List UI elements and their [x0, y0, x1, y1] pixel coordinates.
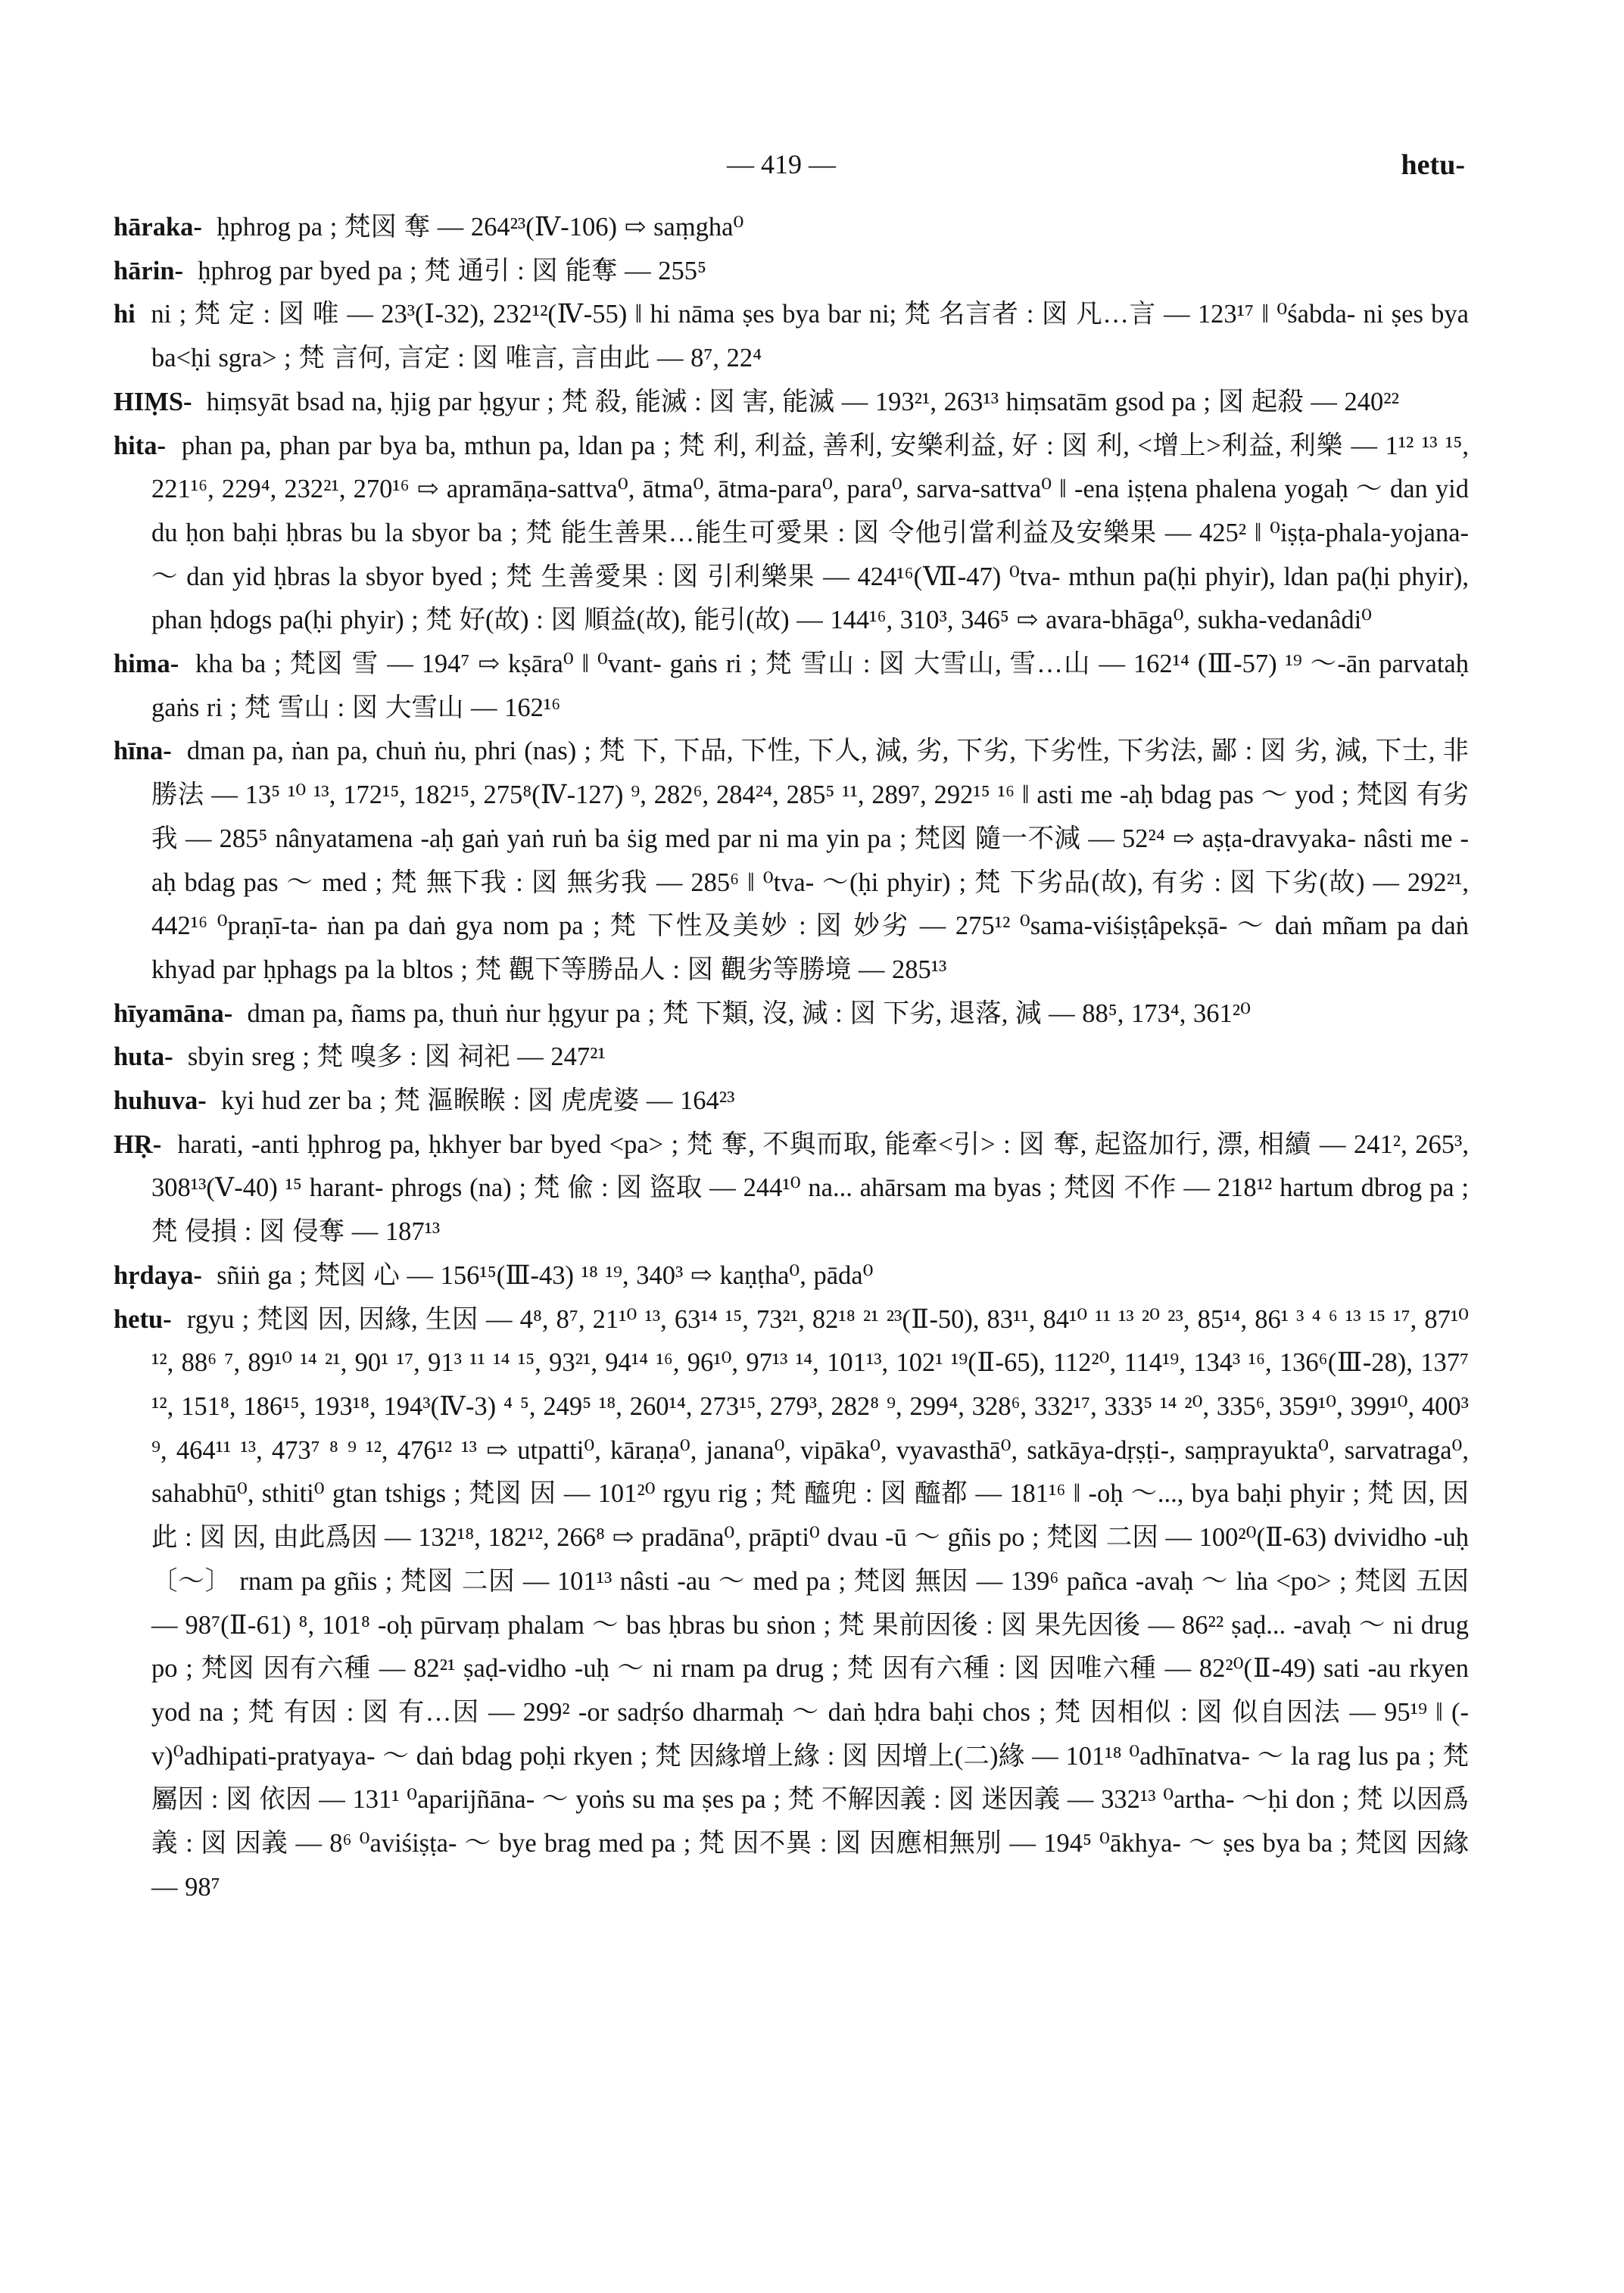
dictionary-entry — [114, 381, 1469, 425]
dictionary-entry — [114, 250, 1469, 294]
entry-body: sñiṅ ga ; 梵図 心 — 156¹⁵(Ⅲ-43) ¹⁸ ¹⁹, 340³ ⇨ kaṇṭha⁰, pāda⁰ — [217, 1260, 874, 1290]
dictionary-entry — [114, 730, 1469, 992]
entry-headword: hāraka- — [114, 213, 202, 241]
dictionary-entry — [114, 1036, 1469, 1080]
dictionary-entry — [114, 643, 1469, 730]
entry-headword: huhuva- — [114, 1086, 207, 1116]
dictionary-entry — [114, 1298, 1469, 1910]
entry-body: ni ; 梵 定 : 図 唯 — 23³(Ⅰ-32), 232¹²(Ⅳ-55) ‖ hi nāma ṣes bya bar ni; 梵 名言者 : 図 凡…言 — 123¹⁷ ‖ ⁰śabda- ni ṣes bya ba<ḥi sgra> ; 梵 言何, 言定 : 図 唯言, 言由此 — 8⁷, 22⁴ — [151, 300, 1470, 373]
entry-body: ḥphrog par byed pa ; 梵 通引 : 図 能奪 — 255⁵ — [198, 256, 707, 285]
entry-headword: hi — [114, 300, 136, 329]
entry-body: harati, -anti ḥphrog pa, ḥkhyer bar byed <pa> ; 梵 奪, 不與而取, 能牽<引> : 図 奪, 起盜加行, 漂, 相續 — 241², 265³, 308¹³(Ⅴ-40) ¹⁵ harant- phrogs (na) ; 梵 偸 : 図 盜取 — 244¹⁰ na... ahārsam ma byas ; 梵図 不作 — 218¹² hartum dbrog pa ; 梵 侵損 : 図 侵奪 — 187¹³ — [151, 1129, 1470, 1247]
dictionary-entry — [114, 1080, 1469, 1123]
entry-headword: hima- — [114, 650, 179, 679]
entry-body: dman pa, ṅan pa, chuṅ ṅu, phri (nas) ; 梵 下, 下品, 下性, 下人, 減, 劣, 下劣, 下劣性, 下劣法, 鄙 : 図 劣, 減, 下士, 非勝法 — 13⁵ ¹⁰ ¹³, 172¹⁵, 182¹⁵, 275⁸(Ⅳ-127) ⁹, 282⁶, 284²⁴, 285⁵ ¹¹, 289⁷, 292¹⁵ ¹⁶ ‖ asti me -aḥ bdag pas ～ yod ; 梵図 有劣我 — 285⁵ nânyatamena -aḥ gaṅ yaṅ ruṅ ba ṡig med par ni ma yin pa ; 梵図 隨一不減 — 52²⁴ ⇨ aṣṭa-dravyaka- nâsti me -aḥ bdag pas ～ med ; 梵 無下我 : 図 無劣我 — 285⁶ ‖ ⁰tva- ～(ḥi phyir) ; 梵 下劣品(故), 有劣 : 図 下劣(故) — 292²¹, 442¹⁶ ⁰praṇī-ta- ṅan pa daṅ gya nom pa ; 梵 下性及美妙 : 図 妙劣 — 275¹² ⁰sama-viśiṣṭâpekṣā- ～ daṅ mñam pa daṅ khyad par ḥphags pa la bltos ; 梵 觀下等勝品人 : 図 觀劣等勝境 — 285¹³ — [151, 737, 1469, 984]
entry-body: kyi hud zer ba ; 梵 漚睺睺 : 図 虎虎婆 — 164²³ — [221, 1086, 735, 1116]
entry-body: sbyin sreg ; 梵 嗅多 : 図 祠祀 — 247²¹ — [187, 1042, 606, 1072]
entry-headword: HIṂS- — [114, 387, 192, 416]
entry-headword: hīyamāna- — [114, 999, 233, 1028]
dictionary-entry — [114, 425, 1469, 643]
entry-body: phan pa, phan par bya ba, mthun pa, ldan pa ; 梵 利, 利益, 善利, 安樂利益, 好 : 図 利, <增上>利益, 利樂 — 1¹² ¹³ ¹⁵, 221¹⁶, 229⁴, 232²¹, 270¹⁶ ⇨ apramāṇa-sattva⁰, ātma⁰, ātma-para⁰, para⁰, sarva-sattva⁰ ‖ -ena iṣṭena phalena yogaḥ ～ dan yid du ḥon baḥi ḥbras bu la sbyor ba ; 梵 能生善果…能生可愛果 : 図 令他引當利益及安樂果 — 425² ‖ ⁰iṣṭa-phala-yojana- ～ dan yid ḥbras la sbyor byed ; 梵 生善愛果 : 図 引利樂果 — 424¹⁶(Ⅶ-47) ⁰tva- mthun pa(ḥi phyir), ldan pa(ḥi phyir), phan ḥdogs pa(ḥi phyir) ; 梵 好(故) : 図 順益(故), 能引(故) — 144¹⁶, 310³, 346⁵ ⇨ avara-bhāga⁰, sukha-vedanâdi⁰ — [151, 431, 1470, 635]
entry-body: ḥphrog pa ; 梵図 奪 — 264²³(Ⅳ-106) ⇨ saṃgha⁰ — [217, 213, 744, 241]
entry-headword: hīna- — [114, 737, 172, 766]
entry-headword: HṚ- — [114, 1129, 162, 1159]
entry-headword: hārin- — [114, 256, 184, 285]
dictionary-entry — [114, 293, 1469, 380]
running-head — [0, 148, 1624, 194]
entry-headword: huta- — [114, 1042, 173, 1072]
page-number: — 419 — — [727, 149, 836, 179]
dictionary-entry — [114, 992, 1469, 1036]
entry-body: hiṃsyāt bsad na, ḥjig par ḥgyur ; 梵 殺, 能滅 : 図 害, 能滅 — 193²¹, 263¹³ hiṃsatām gsod pa ; 図 起殺 — 240²² — [206, 387, 1399, 416]
dictionary-entry — [114, 1254, 1469, 1298]
entry-body: rgyu ; 梵図 因, 因緣, 生因 — 4⁸, 8⁷, 21¹⁰ ¹³, 63¹⁴ ¹⁵, 73²¹, 82¹⁸ ²¹ ²³(Ⅱ-50), 83¹¹, 84¹⁰ ¹¹ ¹³ ²⁰ ²³, 85¹⁴, 86¹ ³ ⁴ ⁶ ¹³ ¹⁵ ¹⁷, 87¹⁰ ¹², 88⁶ ⁷, 89¹⁰ ¹⁴ ²¹, 90¹ ¹⁷, 91³ ¹¹ ¹⁴ ¹⁵, 93²¹, 94¹⁴ ¹⁶, 96¹⁰, 97¹³ ¹⁴, 101¹³, 102¹ ¹⁹(Ⅱ-65), 112²⁰, 114¹⁹, 134³ ¹⁶, 136⁶(Ⅲ-28), 137⁷ ¹², 151⁸, 186¹⁵, 193¹⁸, 194³(Ⅳ-3) ⁴ ⁵, 249⁵ ¹⁸, 260¹⁴, 273¹⁵, 279³, 282⁸ ⁹, 299⁴, 328⁶, 332¹⁷, 333⁵ ¹⁴ ²⁰, 335⁶, 359¹⁰, 399¹⁰, 400³ ⁹, 464¹¹ ¹³, 473⁷ ⁸ ⁹ ¹², 476¹² ¹³ ⇨ utpatti⁰, kāraṇa⁰, janana⁰, vipāka⁰, vyavasthā⁰, satkāya-dṛṣṭi-, saṃprayukta⁰, sarvatraga⁰, sahabhū⁰, sthiti⁰ gtan tshigs ; 梵図 因 — 101²⁰ rgyu rig ; 梵 醯兜 : 図 醯都 — 181¹⁶ ‖ -oḥ ～..., bya baḥi phyir ; 梵 因, 因此 : 図 因, 由此爲因 — 132¹⁸, 182¹², 266⁸ ⇨ pradāna⁰, prāpti⁰ dvau -ū ～ gñis po ; 梵図 二因 — 100²⁰(Ⅱ-63) dvividho -uḥ 〔～〕 rnam pa gñis ; 梵図 二因 — 101¹³ nâsti -au ～ med pa ; 梵図 無因 — 139⁶ pañca -avaḥ ～ lṅa <po> ; 梵図 五因 — 98⁷(Ⅱ-61) ⁸, 101⁸ -oḥ pūrvaṃ phalam ～ bas ḥbras bu sṅon ; 梵 果前因後 : 図 果先因後 — 86²² ṣaḍ... -avaḥ ～ ni drug po ; 梵図 因有六種 — 82²¹ ṣaḍ-vidho -uḥ ～ ni rnam pa drug ; 梵 因有六種 : 図 因唯六種 — 82²⁰(Ⅱ-49) sati -au rkyen yod na ; 梵 有因 : 図 有…因 — 299² -or sadṛśo dharmaḥ ～ daṅ ḥdra baḥi chos ; 梵 因相似 : 図 似自因法 — 95¹⁹ ‖ (-v)⁰adhipati-pratyaya- ～ daṅ bdag poḥi rkyen ; 梵 因緣增上緣 : 図 因增上(二)緣 — 101¹⁸ ⁰adhīnatva- ～ la rag lus pa ; 梵 屬因 : 図 依因 — 131¹ ⁰aparijñāna- ～ yoṅs su ma ṣes pa ; 梵 不解因義 : 図 迷因義 — 332¹³ ⁰artha- ～ḥi don ; 梵 以因爲義 : 図 因義 — 8⁶ ⁰aviśiṣṭa- ～ bye brag med pa ; 梵 因不異 : 図 因應相無別 — 194⁵ ⁰ākhya- ～ ṣes bya ba ; 梵図 因緣 — 98⁷ — [151, 1304, 1470, 1902]
dictionary-entries — [114, 206, 1469, 1909]
entry-headword: hṛdaya- — [114, 1260, 202, 1290]
entry-headword: hetu- — [114, 1304, 172, 1334]
running-headword: hetu- — [1401, 149, 1465, 181]
entry-headword: hita- — [114, 431, 166, 460]
dictionary-entry — [114, 1123, 1469, 1254]
dictionary-entry — [114, 206, 1469, 250]
entry-body: kha ba ; 梵図 雪 — 194⁷ ⇨ kṣāra⁰ ‖ ⁰vant- gaṅs ri ; 梵 雪山 : 図 大雪山, 雪…山 — 162¹⁴ (Ⅲ-57) ¹⁹ ～-ān parvataḥ gaṅs ri ; 梵 雪山 : 図 大雪山 — 162¹⁶ — [151, 650, 1469, 722]
entry-body: dman pa, ñams pa, thuṅ ṅur ḥgyur pa ; 梵 下類, 沒, 減 : 図 下劣, 退落, 減 — 88⁵, 173⁴, 361²⁰ — [247, 999, 1251, 1028]
